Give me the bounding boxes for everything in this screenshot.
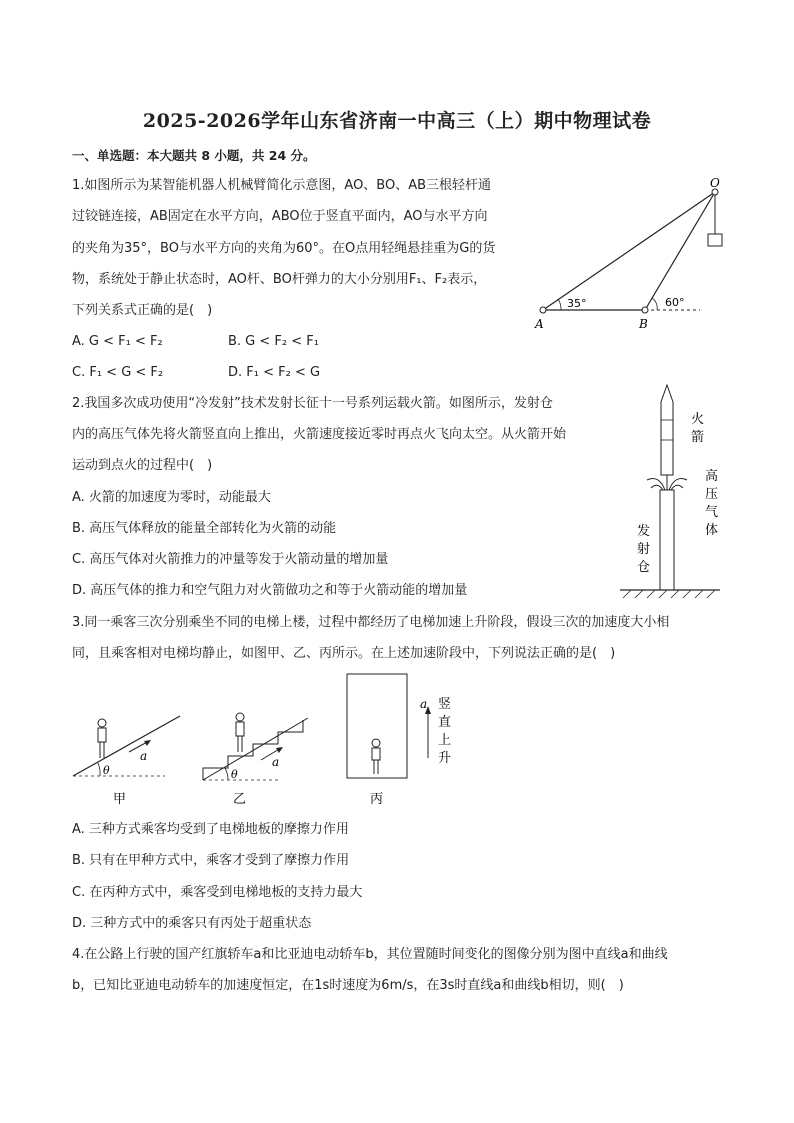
angle-60: 60° — [665, 296, 685, 309]
q3-option-d: D. 三种方式中的乘客只有丙处于超重状态 — [72, 916, 312, 931]
label-o: O — [710, 176, 720, 190]
gas-label-1: 高 — [705, 469, 719, 484]
q2-line-2: 内的高压气体先将火箭竖直向上推出，火箭速度接近零时再点火飞向太空。从火箭开始 — [72, 427, 567, 442]
label-b: B — [639, 317, 648, 331]
q1-line-3: 的夹角为35°，BO与水平方向的夹角为60°。在O点用轻绳悬挂重为G的货 — [72, 241, 496, 256]
q2-line-3: 运动到点火的过程中( ) — [72, 458, 213, 473]
label-yi: 乙 — [233, 792, 247, 807]
page-title: 2025-2026学年山东省济南一中高三（上）期中物理试卷 — [142, 110, 652, 132]
gas-label-3: 气 — [705, 505, 719, 520]
q2-option-d: D. 高压气体的推力和空气阻力对火箭做功之和等于火箭动能的增加量 — [72, 583, 468, 598]
rocket-label-2: 箭 — [691, 430, 705, 445]
q1-option-a: A. G < F₁ < F₂ — [72, 334, 163, 349]
q4-line-1: 4.在公路上行驶的国产红旗轿车a和比亚迪电动轿车b，其位置随时间变化的图像分别为图中直线a和曲线 — [72, 947, 668, 962]
angle-35: 35° — [567, 297, 587, 310]
label-jia: 甲 — [113, 792, 127, 807]
yi-accel: a — [272, 755, 280, 769]
q3-option-c: C. 在丙种方式中，乘客受到电梯地板的支持力最大 — [72, 885, 363, 900]
q1-line-5: 下列关系式正确的是( ) — [72, 303, 213, 318]
elevator-jia — [73, 716, 180, 807]
yi-theta: θ — [231, 768, 238, 781]
bing-accel: a — [420, 697, 428, 711]
q1-line-4: 物，系统处于静止状态时，AO杆、BO杆弹力的大小分别用F₁、F₂表示， — [72, 272, 487, 287]
vertical-label-3: 上 — [438, 733, 452, 748]
elevator-yi — [203, 713, 308, 807]
q1-option-c: C. F₁ < G < F₂ — [72, 365, 164, 380]
label-bing: 丙 — [370, 792, 384, 807]
vertical-label-1: 竖 — [438, 697, 452, 712]
q1-option-b: B. G < F₂ < F₁ — [228, 334, 319, 349]
label-a: A — [535, 317, 544, 331]
q3-figure-elevators — [65, 668, 475, 813]
gas-label-2: 压 — [705, 487, 719, 502]
gas-label-4: 体 — [705, 523, 719, 538]
q3-option-a: A. 三种方式乘客均受到了电梯地板的摩擦力作用 — [72, 822, 349, 837]
q2-option-b: B. 高压气体释放的能量全部转化为火箭的动能 — [72, 521, 337, 536]
jia-theta: θ — [103, 764, 110, 777]
q1-figure-robot-arm — [525, 172, 725, 337]
section-heading: 一、单选题：本大题共 8 小题，共 24 分。 — [72, 148, 316, 163]
q2-option-a: A. 火箭的加速度为零时，动能最大 — [72, 490, 271, 505]
rocket-label-1: 火 — [691, 412, 705, 427]
cabin-label-3: 仓 — [637, 560, 651, 575]
q2-figure-rocket — [615, 380, 730, 605]
q1-line-2: 过铰链连接，AB固定在水平方向，ABO位于竖直平面内，AO与水平方向 — [72, 209, 488, 224]
q4-line-2: b，已知比亚迪电动轿车的加速度恒定，在1s时速度为6m/s，在3s时直线a和曲线b相切，则( ) — [72, 978, 624, 993]
cabin-label-2: 射 — [637, 542, 651, 557]
q2-line-1: 2.我国多次成功使用“冷发射”技术发射长征十一号系列运载火箭。如图所示，发射仓 — [72, 396, 553, 411]
q3-line-1: 3.同一乘客三次分别乘坐不同的电梯上楼，过程中都经历了电梯加速上升阶段，假设三次的加速度大小相 — [72, 615, 670, 630]
q3-option-b: B. 只有在甲种方式中，乘客才受到了摩擦力作用 — [72, 853, 350, 868]
cabin-label-1: 发 — [637, 524, 651, 539]
jia-accel: a — [140, 749, 148, 763]
q1-option-d: D. F₁ < F₂ < G — [228, 365, 321, 380]
vertical-label-2: 直 — [438, 715, 452, 730]
q1-line-1: 1.如图所示为某智能机器人机械臂简化示意图，AO、BO、AB三根轻杆通 — [72, 178, 492, 193]
vertical-label-4: 升 — [438, 751, 452, 766]
elevator-bing — [347, 674, 451, 807]
q3-line-2: 同，且乘客相对电梯均静止，如图甲、乙、丙所示。在上述加速阶段中，下列说法正确的是( ) — [72, 646, 616, 661]
q2-option-c: C. 高压气体对火箭推力的冲量等发于火箭动量的增加量 — [72, 552, 389, 567]
